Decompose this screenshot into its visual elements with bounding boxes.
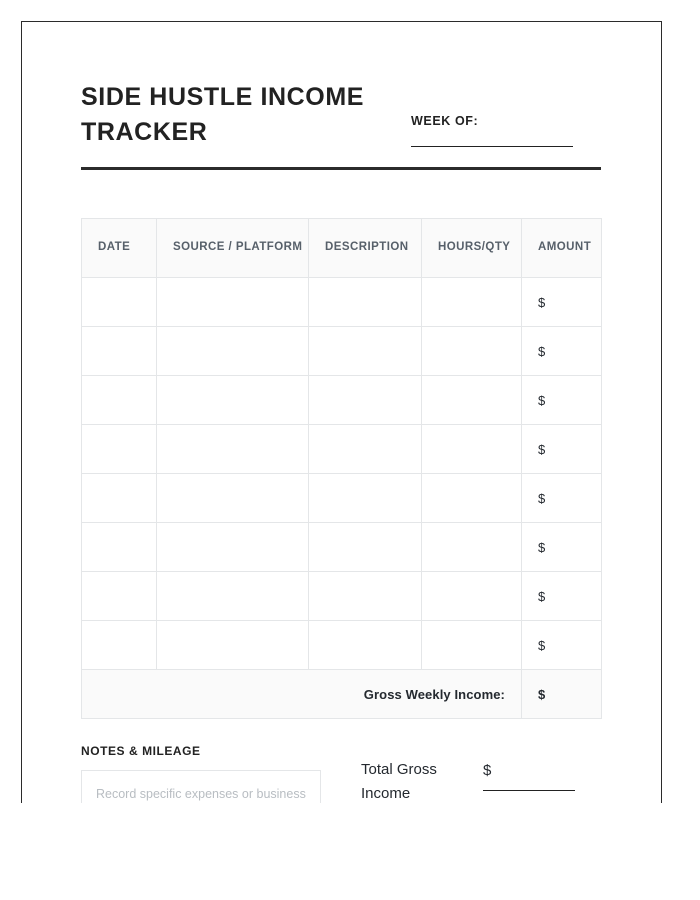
cell-date[interactable]	[82, 621, 157, 670]
cell-hours[interactable]	[422, 327, 522, 376]
table-row	[82, 327, 602, 376]
cell-date[interactable]	[82, 474, 157, 523]
cell-description[interactable]	[309, 474, 422, 523]
cell-description[interactable]	[309, 523, 422, 572]
total-gross-income-value	[483, 758, 601, 791]
cell-amount[interactable]: $	[522, 621, 602, 670]
cell-amount[interactable]: $	[522, 523, 602, 572]
cell-hours[interactable]	[422, 523, 522, 572]
cell-source[interactable]	[157, 376, 309, 425]
column-header-source: SOURCE / PLATFORM	[157, 219, 309, 278]
cell-date[interactable]	[82, 376, 157, 425]
cell-date[interactable]	[82, 278, 157, 327]
cell-description[interactable]	[309, 376, 422, 425]
table-row	[82, 572, 602, 621]
cell-hours[interactable]	[422, 278, 522, 327]
cell-date[interactable]	[82, 523, 157, 572]
printable-page	[21, 21, 662, 803]
table-header	[82, 219, 602, 278]
week-of-field	[411, 114, 601, 147]
cell-description[interactable]	[309, 621, 422, 670]
cell-amount[interactable]: $	[522, 278, 602, 327]
cell-source[interactable]	[157, 523, 309, 572]
notes-heading: NOTES & MILEAGE	[81, 744, 201, 758]
cell-source[interactable]	[157, 278, 309, 327]
cell-hours[interactable]	[422, 376, 522, 425]
cell-hours[interactable]	[422, 572, 522, 621]
table-row	[82, 278, 602, 327]
cell-hours[interactable]	[422, 474, 522, 523]
currency-symbol: $	[483, 762, 492, 779]
cell-source[interactable]	[157, 327, 309, 376]
cell-source[interactable]	[157, 474, 309, 523]
gross-weekly-income-row	[82, 670, 602, 719]
cell-source[interactable]	[157, 621, 309, 670]
header-divider	[81, 167, 601, 170]
table-row	[82, 376, 602, 425]
gross-weekly-income-amount[interactable]: $	[522, 670, 602, 719]
total-gross-income-label: Total Gross Income	[361, 761, 437, 802]
gross-weekly-income-label: Gross Weekly Income:	[82, 670, 522, 719]
cell-source[interactable]	[157, 425, 309, 474]
cell-description[interactable]	[309, 278, 422, 327]
document-header	[81, 22, 601, 169]
cell-amount[interactable]: $	[522, 474, 602, 523]
total-gross-income-input-line[interactable]	[483, 790, 575, 791]
column-header-amount: AMOUNT	[522, 219, 602, 278]
column-header-description: DESCRIPTION	[309, 219, 422, 278]
week-of-label: WEEK OF:	[411, 114, 479, 128]
page-title: SIDE HUSTLE INCOME TRACKER	[81, 83, 365, 146]
week-of-input-line[interactable]	[411, 146, 573, 147]
cell-description[interactable]	[309, 425, 422, 474]
notes-panel	[81, 744, 321, 803]
cell-amount[interactable]: $	[522, 572, 602, 621]
cell-amount[interactable]: $	[522, 425, 602, 474]
total-gross-income-panel	[361, 744, 601, 803]
footer-section	[81, 744, 601, 803]
cell-date[interactable]	[82, 425, 157, 474]
cell-description[interactable]	[309, 327, 422, 376]
cell-date[interactable]	[82, 572, 157, 621]
cell-amount[interactable]: $	[522, 327, 602, 376]
table-header-row	[82, 219, 602, 278]
cell-hours[interactable]	[422, 621, 522, 670]
cell-description[interactable]	[309, 572, 422, 621]
column-header-hours: HOURS/QTY	[422, 219, 522, 278]
cell-source[interactable]	[157, 572, 309, 621]
cell-amount[interactable]: $	[522, 376, 602, 425]
table-row	[82, 621, 602, 670]
cell-hours[interactable]	[422, 425, 522, 474]
notes-input[interactable]	[81, 770, 321, 803]
table-row	[82, 523, 602, 572]
cell-date[interactable]	[82, 327, 157, 376]
table-row	[82, 425, 602, 474]
income-table	[81, 218, 602, 719]
table-body	[82, 278, 602, 719]
page-content	[81, 22, 601, 169]
table-row	[82, 474, 602, 523]
column-header-date: DATE	[82, 219, 157, 278]
